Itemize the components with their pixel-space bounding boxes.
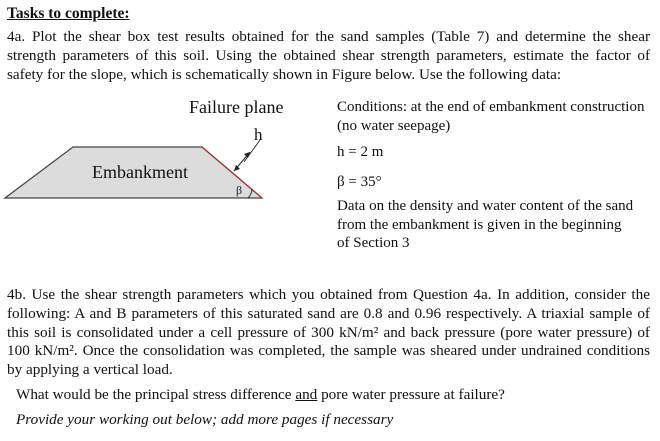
embankment-figure xyxy=(0,90,330,220)
height-value: h = 2 m xyxy=(337,144,384,160)
h-label: h xyxy=(254,125,263,144)
h-arrowhead-bottom xyxy=(234,165,240,171)
working-out-note: Provide your working out below; add more pages if necessary xyxy=(16,411,394,428)
question-line xyxy=(16,386,505,404)
data-note: Data on the density and water content of the sand from the embankment is given in the beginning of Section 3 xyxy=(337,198,634,251)
beta-value: β = 35° xyxy=(337,174,382,190)
conditions-block xyxy=(337,98,652,251)
question-4b-text: 4b. Use the shear strength parameters which you obtained from Question 4a. In addition, consider the following: A and B parameters of this saturated sand are 0.8 and 0.96 respectively. A triaxial sample of this soil is consolidated under a cell pressure of 300 kN/m² and back pressure (pore water pressure) of 100 kN/m². Once the consolidation was completed, the sample was sheared under undrained conditions by applying a vertical load. xyxy=(7,286,650,379)
question-part-1: What would be the principal stress difference xyxy=(16,386,296,403)
conditions-title: Conditions: at the end of embankment construction (no water seepage) xyxy=(337,99,645,134)
question-4a-text: 4a. Plot the shear box test results obtained for the sand samples (Table 7) and determine the shear strength parameters of this soil. Using the obtained shear strength parameters, estimate the factor of safety for the slope, which is schematically shown in Figure below. Use the following data: xyxy=(7,28,650,83)
embankment-label: Embankment xyxy=(92,162,188,182)
section-heading: Tasks to complete: xyxy=(7,5,130,22)
question-part-2: pore water pressure at failure? xyxy=(317,386,505,403)
question-and: and xyxy=(295,386,318,403)
beta-label: β xyxy=(236,183,243,197)
failure-plane-label: Failure plane xyxy=(189,97,284,117)
